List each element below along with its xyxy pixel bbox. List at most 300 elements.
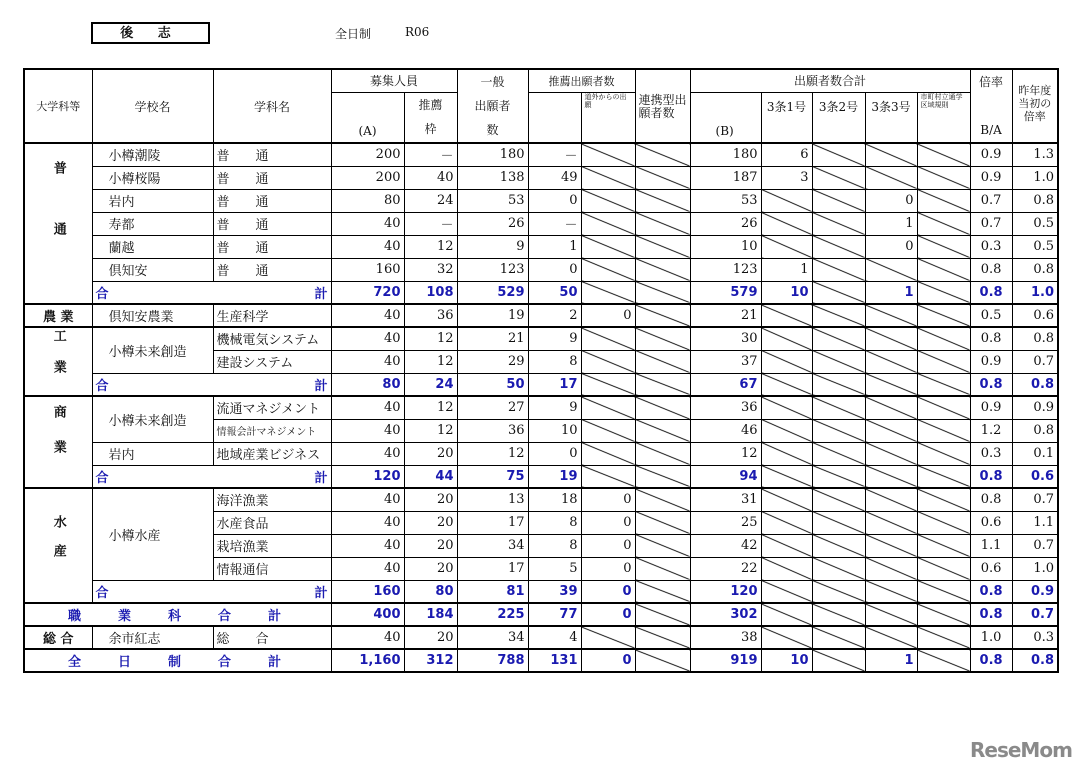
cell-art3-3-blank — [865, 603, 917, 626]
cell-capacity: 160 — [331, 258, 404, 281]
cell-ratio: 0.9 — [970, 166, 1012, 189]
cell-capacity: 40 — [331, 235, 404, 258]
cell-art3-3: 1 — [865, 649, 917, 672]
cell-general: 19 — [457, 304, 528, 327]
dept-name: 普 通 — [213, 166, 331, 189]
cell-recommend-quota: 20 — [404, 488, 457, 511]
cell-recommend-quota: 12 — [404, 327, 457, 350]
cell-total: 919 — [690, 649, 761, 672]
cell-ratio: 1.2 — [970, 419, 1012, 442]
cell-art3-3: 1 — [865, 281, 917, 304]
cell-ratio: 0.7 — [970, 212, 1012, 235]
cell-municipal-blank — [917, 465, 970, 488]
cell-art3-3-blank — [865, 396, 917, 419]
cell-recommend-quota: 80 — [404, 580, 457, 603]
cell-ratio: 0.6 — [970, 511, 1012, 534]
cell-art3-3: 1 — [865, 212, 917, 235]
dept-name: 普 通 — [213, 212, 331, 235]
cell-general: 50 — [457, 373, 528, 396]
cell-general: 17 — [457, 557, 528, 580]
cell-ratio: 0.9 — [970, 143, 1012, 166]
grand-total-text: 全日制合計 — [68, 655, 319, 670]
cell-recommend: 1 — [528, 235, 581, 258]
cell-capacity: 200 — [331, 143, 404, 166]
cell-prev-ratio: 0.7 — [1012, 488, 1058, 511]
subtotal-label — [92, 373, 331, 396]
cell-art3-3: 0 — [865, 189, 917, 212]
cell-linked-blank — [635, 580, 690, 603]
cell-municipal-blank — [917, 649, 970, 672]
cell-recommend: 2 — [528, 304, 581, 327]
category-cell — [24, 488, 92, 603]
cell-recommend: 39 — [528, 580, 581, 603]
cell-linked-blank — [635, 603, 690, 626]
table-row — [24, 327, 1058, 350]
cell-municipal-blank — [917, 281, 970, 304]
cell-capacity: 200 — [331, 166, 404, 189]
cell-art3-1-blank — [761, 465, 812, 488]
cell-total: 30 — [690, 327, 761, 350]
cell-municipal-blank — [917, 373, 970, 396]
subtotal-gou: 合 — [95, 470, 109, 486]
cell-ratio: 1.0 — [970, 626, 1012, 649]
cell-prev-ratio: 0.7 — [1012, 350, 1058, 373]
cell-linked-blank — [635, 373, 690, 396]
header-art3-3: 3条3号 — [865, 92, 917, 143]
cell-ratio: 0.7 — [970, 189, 1012, 212]
year-label: R06 — [405, 25, 430, 39]
dept-name: 水産食品 — [213, 511, 331, 534]
cell-prev-ratio: 0.8 — [1012, 649, 1058, 672]
cell-recommend: 0 — [528, 442, 581, 465]
cell-recommend-quota: 20 — [404, 626, 457, 649]
cell-capacity: 40 — [331, 350, 404, 373]
cell-recommend: － — [528, 212, 581, 235]
school-name: 余市紅志 — [92, 626, 213, 649]
cell-linked-blank — [635, 649, 690, 672]
cell-general: 9 — [457, 235, 528, 258]
cell-outside-blank — [581, 258, 635, 281]
cell-art3-1: 6 — [761, 143, 812, 166]
header-school: 学校名 — [92, 69, 213, 143]
dept-name: 普 通 — [213, 143, 331, 166]
cell-outside-blank — [581, 465, 635, 488]
region-title: 後 志 — [91, 22, 210, 44]
cell-recommend: 77 — [528, 603, 581, 626]
cell-linked-blank — [635, 281, 690, 304]
cell-linked-blank — [635, 419, 690, 442]
cell-recommend: 19 — [528, 465, 581, 488]
subtotal-row — [24, 580, 1058, 603]
cell-linked-blank — [635, 258, 690, 281]
subtotal-row — [24, 281, 1058, 304]
cell-recommend: 0 — [528, 258, 581, 281]
header-dept: 学科名 — [213, 69, 331, 143]
subtotal-row — [24, 465, 1058, 488]
cell-art3-2-blank — [812, 350, 865, 373]
cell-recommend-quota: 20 — [404, 534, 457, 557]
cell-art3-2-blank — [812, 626, 865, 649]
cell-municipal-blank — [917, 580, 970, 603]
cell-prev-ratio: 1.1 — [1012, 511, 1058, 534]
cell-total: 94 — [690, 465, 761, 488]
cell-prev-ratio: 0.8 — [1012, 373, 1058, 396]
cell-prev-ratio: 1.3 — [1012, 143, 1058, 166]
cell-outside: 0 — [581, 557, 635, 580]
header-total-b: (B) — [690, 92, 761, 143]
cell-recommend-quota: 20 — [404, 557, 457, 580]
cell-total: 302 — [690, 603, 761, 626]
table-header — [24, 69, 1058, 143]
subtotal-label-wrap — [96, 375, 328, 394]
cell-municipal-blank — [917, 350, 970, 373]
cell-total: 123 — [690, 258, 761, 281]
header-general-line3: 数 — [486, 123, 499, 137]
cell-capacity: 400 — [331, 603, 404, 626]
cell-art3-1-blank — [761, 488, 812, 511]
cell-total: 187 — [690, 166, 761, 189]
cell-recommend-quota: 108 — [404, 281, 457, 304]
cell-general: 138 — [457, 166, 528, 189]
cell-general: 53 — [457, 189, 528, 212]
dept-name: 海洋漁業 — [213, 488, 331, 511]
cell-outside-blank — [581, 350, 635, 373]
cell-prev-ratio: 0.9 — [1012, 396, 1058, 419]
cell-prev-ratio: 0.3 — [1012, 626, 1058, 649]
subtotal-label — [92, 281, 331, 304]
cell-ratio: 0.9 — [970, 396, 1012, 419]
cell-linked-blank — [635, 189, 690, 212]
cell-art3-2-blank — [812, 212, 865, 235]
cell-general: 12 — [457, 442, 528, 465]
cell-general: 34 — [457, 626, 528, 649]
header-linked — [635, 69, 690, 143]
cell-municipal-blank — [917, 488, 970, 511]
cell-total: 21 — [690, 304, 761, 327]
cell-linked-blank — [635, 304, 690, 327]
cell-art3-1-blank — [761, 626, 812, 649]
category-cell — [24, 143, 92, 304]
dept-name: 普 通 — [213, 189, 331, 212]
cell-prev-ratio: 0.7 — [1012, 603, 1058, 626]
system-label: 全日制 — [335, 27, 372, 41]
table-row — [24, 143, 1058, 166]
cell-ratio: 0.3 — [970, 235, 1012, 258]
cell-art3-3-blank — [865, 626, 917, 649]
cell-ratio: 0.8 — [970, 373, 1012, 396]
cell-art3-2-blank — [812, 557, 865, 580]
cell-capacity: 40 — [331, 534, 404, 557]
cell-outside-blank — [581, 626, 635, 649]
cell-art3-2-blank — [812, 235, 865, 258]
cell-linked-blank — [635, 350, 690, 373]
category-label: 総 合 — [42, 632, 74, 647]
cell-outside-blank — [581, 327, 635, 350]
cell-recommend-quota: 44 — [404, 465, 457, 488]
cell-general: 36 — [457, 419, 528, 442]
cell-recommend-quota: 12 — [404, 235, 457, 258]
cell-linked-blank — [635, 143, 690, 166]
cell-outside: 0 — [581, 603, 635, 626]
cell-ratio: 0.3 — [970, 442, 1012, 465]
cell-ratio: 0.5 — [970, 304, 1012, 327]
cell-recommend: 18 — [528, 488, 581, 511]
cell-capacity: 720 — [331, 281, 404, 304]
cell-prev-ratio: 0.8 — [1012, 327, 1058, 350]
header-prev-line1: 昨年度 — [1018, 84, 1052, 97]
category-label: 農 業 — [42, 310, 74, 325]
cell-municipal-blank — [917, 557, 970, 580]
cell-municipal-blank — [917, 603, 970, 626]
cell-general: 27 — [457, 396, 528, 419]
cell-recommend: 8 — [528, 534, 581, 557]
cell-linked-blank — [635, 626, 690, 649]
cell-general: 17 — [457, 511, 528, 534]
cell-total: 37 — [690, 350, 761, 373]
category-cell — [24, 396, 92, 488]
cell-ratio: 1.1 — [970, 534, 1012, 557]
cell-total: 579 — [690, 281, 761, 304]
cell-recommend-quota: 312 — [404, 649, 457, 672]
cell-general: 34 — [457, 534, 528, 557]
cell-art3-2-blank — [812, 143, 865, 166]
cell-recommend: 8 — [528, 350, 581, 373]
cell-capacity: 80 — [331, 189, 404, 212]
cell-art3-1-blank — [761, 534, 812, 557]
header-total-applicants: 出願者数合計 — [690, 69, 970, 92]
category-label: 水産 — [50, 514, 66, 573]
cell-outside-blank — [581, 281, 635, 304]
cell-ratio: 0.8 — [970, 580, 1012, 603]
cell-prev-ratio: 0.6 — [1012, 304, 1058, 327]
cell-prev-ratio: 1.0 — [1012, 166, 1058, 189]
cell-art3-1: 1 — [761, 258, 812, 281]
cell-art3-1-blank — [761, 189, 812, 212]
cell-prev-ratio: 0.8 — [1012, 189, 1058, 212]
subtotal-label-wrap — [96, 283, 328, 302]
subtotal-label — [92, 580, 331, 603]
header-general-line2: 出願者 — [474, 99, 511, 113]
cell-municipal-blank — [917, 626, 970, 649]
table-row — [24, 396, 1058, 419]
subtotal-row — [24, 373, 1058, 396]
cell-ratio: 0.8 — [970, 488, 1012, 511]
subtotal-gou: 合 — [95, 286, 109, 302]
school-name: 岩内 — [92, 189, 213, 212]
table-row — [24, 212, 1058, 235]
cell-municipal-blank — [917, 419, 970, 442]
cell-general: 529 — [457, 281, 528, 304]
cell-general: 180 — [457, 143, 528, 166]
cell-municipal-blank — [917, 212, 970, 235]
cell-recommend: 9 — [528, 396, 581, 419]
cell-linked-blank — [635, 235, 690, 258]
cell-municipal-blank — [917, 235, 970, 258]
cell-outside-blank — [581, 212, 635, 235]
header-ratio-line1: 倍率 — [979, 75, 1004, 89]
cell-recommend-quota: 32 — [404, 258, 457, 281]
table-row — [24, 488, 1058, 511]
cell-general: 81 — [457, 580, 528, 603]
cell-outside-blank — [581, 396, 635, 419]
cell-outside: 0 — [581, 649, 635, 672]
cell-municipal-blank — [917, 166, 970, 189]
cell-art3-1-blank — [761, 373, 812, 396]
subtotal-gou: 合 — [95, 585, 109, 601]
cell-total: 42 — [690, 534, 761, 557]
dept-name: 建設システム — [213, 350, 331, 373]
cell-municipal-blank — [917, 189, 970, 212]
cell-total: 12 — [690, 442, 761, 465]
table-row — [24, 166, 1058, 189]
dept-name: 情報会計マネジメント — [213, 419, 331, 442]
cell-art3-2-blank — [812, 373, 865, 396]
header-recommend-quota — [404, 92, 457, 143]
cell-art3-2-blank — [812, 166, 865, 189]
cell-general: 123 — [457, 258, 528, 281]
cell-municipal-blank — [917, 396, 970, 419]
cell-total: 67 — [690, 373, 761, 396]
cell-recommend: 10 — [528, 419, 581, 442]
cell-art3-3-blank — [865, 143, 917, 166]
cell-art3-2-blank — [812, 649, 865, 672]
table-row — [24, 442, 1058, 465]
cell-capacity: 40 — [331, 511, 404, 534]
cell-recommend: 4 — [528, 626, 581, 649]
cell-linked-blank — [635, 534, 690, 557]
cell-capacity: 40 — [331, 626, 404, 649]
cell-recommend-quota: 20 — [404, 511, 457, 534]
cell-total: 31 — [690, 488, 761, 511]
cell-recommend-quota: 184 — [404, 603, 457, 626]
cell-art3-2-blank — [812, 534, 865, 557]
cell-recommend-quota: 24 — [404, 189, 457, 212]
subtotal-label-wrap — [96, 582, 328, 601]
subtotal-label-wrap — [96, 467, 328, 486]
cell-art3-3-blank — [865, 166, 917, 189]
cell-art3-1-blank — [761, 419, 812, 442]
cell-art3-1-blank — [761, 603, 812, 626]
header-quota-line2: 枠 — [424, 121, 437, 136]
cell-art3-1-blank — [761, 350, 812, 373]
header-prev-line2: 当初の — [1018, 97, 1052, 110]
header-ratio-ba: B/A — [980, 123, 1002, 137]
cell-recommend-quota: － — [404, 212, 457, 235]
cell-art3-3-blank — [865, 327, 917, 350]
header-general-line1: 一般 — [480, 75, 505, 89]
cell-art3-3-blank — [865, 304, 917, 327]
cell-prev-ratio: 0.8 — [1012, 419, 1058, 442]
header-recommend-count — [528, 92, 581, 143]
school-name: 小樽桜陽 — [92, 166, 213, 189]
cell-total: 22 — [690, 557, 761, 580]
cell-municipal-blank — [917, 534, 970, 557]
cell-capacity: 1,160 — [331, 649, 404, 672]
cell-linked-blank — [635, 488, 690, 511]
cell-prev-ratio: 0.7 — [1012, 534, 1058, 557]
cell-total: 38 — [690, 626, 761, 649]
cell-art3-1-blank — [761, 327, 812, 350]
grand-total-row — [24, 649, 1058, 672]
cell-total: 120 — [690, 580, 761, 603]
dept-name: 情報通信 — [213, 557, 331, 580]
cell-recommend-quota: 20 — [404, 442, 457, 465]
dept-name: 機械電気システム — [213, 327, 331, 350]
cell-art3-3-blank — [865, 557, 917, 580]
school-name: 小樽未来創造 — [92, 396, 213, 442]
cell-art3-3: 0 — [865, 235, 917, 258]
cell-linked-blank — [635, 212, 690, 235]
cell-art3-2-blank — [812, 304, 865, 327]
grand-total-label — [24, 649, 331, 672]
cell-outside-blank — [581, 143, 635, 166]
cell-linked-blank — [635, 442, 690, 465]
cell-art3-3-blank — [865, 488, 917, 511]
cell-outside: 0 — [581, 534, 635, 557]
cell-ratio: 0.8 — [970, 465, 1012, 488]
header-outside: 道外からの出願 — [581, 92, 635, 143]
dept-name: 普 通 — [213, 258, 331, 281]
school-name: 岩内 — [92, 442, 213, 465]
dept-name: 栽培漁業 — [213, 534, 331, 557]
cell-total: 180 — [690, 143, 761, 166]
resemom-logo: ReseMom — [970, 738, 1072, 762]
cell-outside-blank — [581, 419, 635, 442]
cell-art3-1: 10 — [761, 281, 812, 304]
cell-prev-ratio: 0.9 — [1012, 580, 1058, 603]
header-municipal: 市町村立通学区域規則 — [917, 92, 970, 143]
cell-municipal-blank — [917, 143, 970, 166]
cell-linked-blank — [635, 511, 690, 534]
header-capacity-a: (A) — [331, 92, 404, 143]
school-name: 小樽未来創造 — [92, 327, 213, 373]
subtotal-kei: 計 — [314, 470, 328, 486]
cell-capacity: 40 — [331, 304, 404, 327]
cell-general: 788 — [457, 649, 528, 672]
cell-capacity: 120 — [331, 465, 404, 488]
cell-art3-1-blank — [761, 235, 812, 258]
table-row — [24, 189, 1058, 212]
cell-capacity: 40 — [331, 212, 404, 235]
subtotal-label — [92, 465, 331, 488]
cell-art3-1-blank — [761, 212, 812, 235]
cell-art3-2-blank — [812, 189, 865, 212]
header-linked-line2: 願者数 — [638, 106, 675, 120]
cell-capacity: 160 — [331, 580, 404, 603]
category-label: 商業 — [50, 405, 66, 475]
header-ratio — [970, 69, 1012, 143]
cell-total: 46 — [690, 419, 761, 442]
table-body — [24, 143, 1058, 672]
cell-art3-1-blank — [761, 580, 812, 603]
cell-ratio: 0.8 — [970, 603, 1012, 626]
category-cell — [24, 626, 92, 649]
cell-recommend-quota: 24 — [404, 373, 457, 396]
cell-capacity: 40 — [331, 557, 404, 580]
cell-prev-ratio: 0.1 — [1012, 442, 1058, 465]
grand-total-row — [24, 603, 1058, 626]
cell-linked-blank — [635, 396, 690, 419]
cell-recommend: 49 — [528, 166, 581, 189]
cell-art3-3-blank — [865, 465, 917, 488]
subtotal-kei: 計 — [314, 378, 328, 394]
subtotal-kei: 計 — [314, 585, 328, 601]
cell-capacity: 40 — [331, 488, 404, 511]
cell-ratio: 0.8 — [970, 258, 1012, 281]
header-art3-1: 3条1号 — [761, 92, 812, 143]
category-label: 工業 — [50, 328, 66, 391]
grand-total-label — [24, 603, 331, 626]
